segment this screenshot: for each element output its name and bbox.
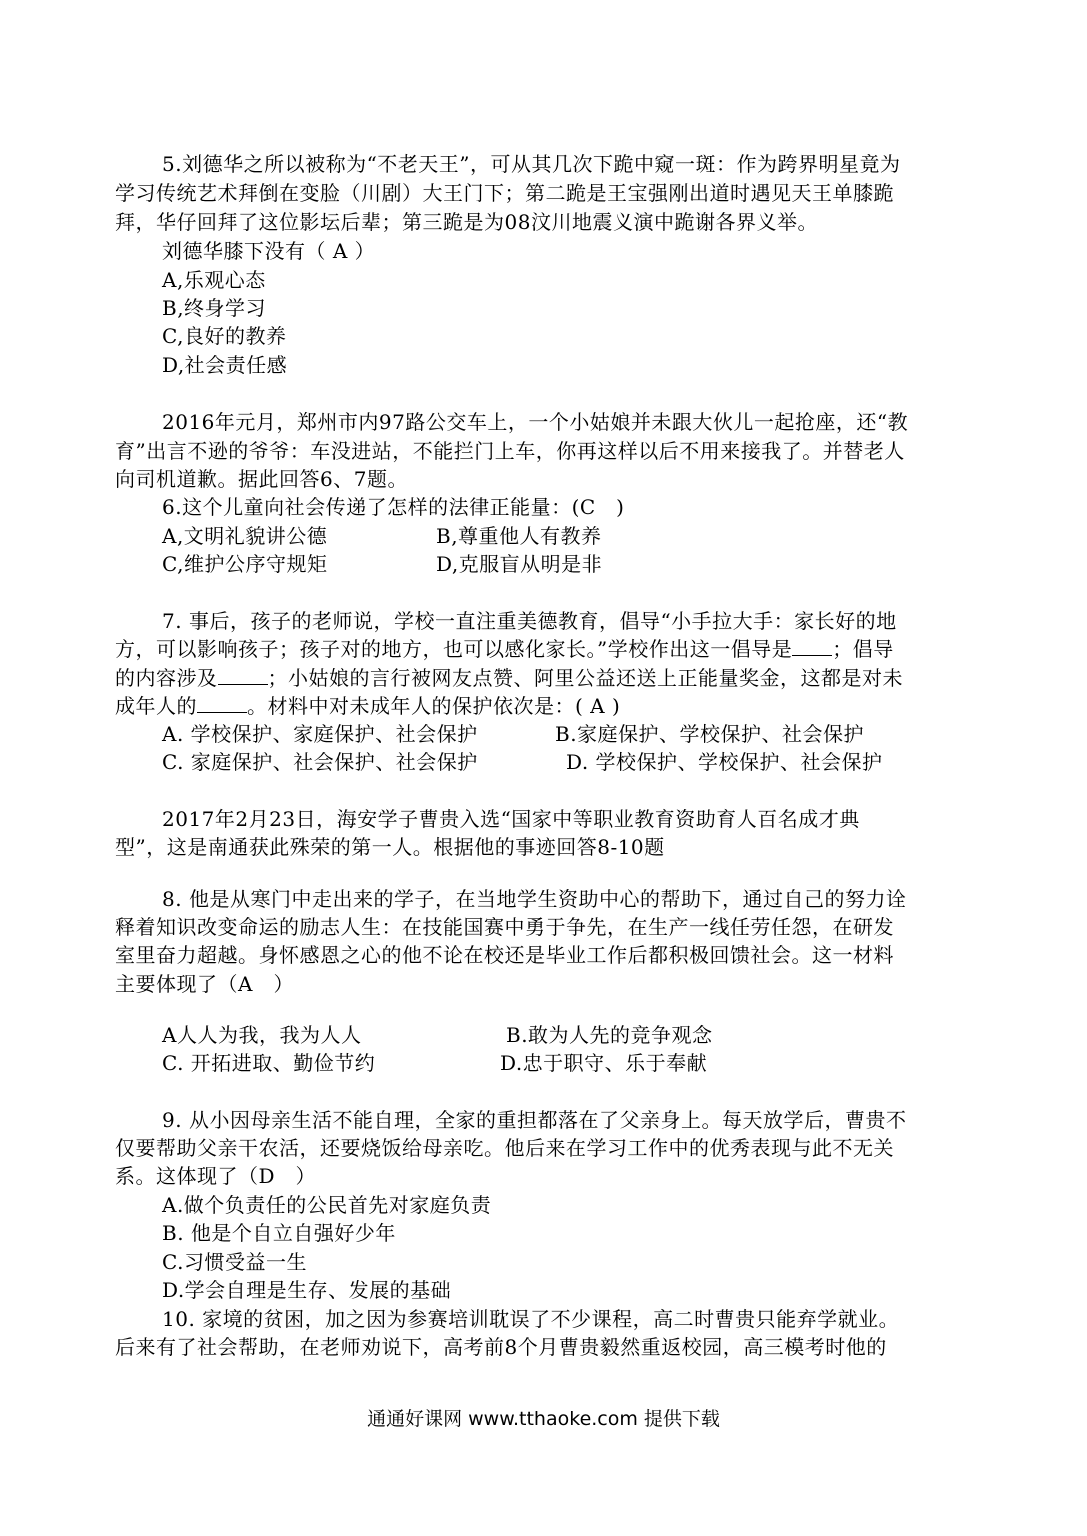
q6-option-a: A,文明礼貌讲公德 (162, 524, 328, 548)
q8-option-c: C. 开拓进取、勤俭节约 (162, 1051, 376, 1075)
q7-line-2-text: 方，可以影响孩子；孩子对的地方，也可以感化家长。”学校作出这一倡导是 (115, 637, 793, 661)
q9-option-b: B. 他是个自立自强好少年 (162, 1221, 396, 1245)
q7-line-3-text: 的内容涉及 (115, 666, 218, 690)
q8-option-d: D.忠于职守、乐于奉献 (500, 1051, 708, 1075)
q7-line-3-tail: ；小姑娘的言行被网友点赞、阿里公益还送上正能量奖金，这都是对未 (267, 666, 903, 690)
q5-option-c: C,良好的教养 (162, 324, 287, 348)
q7-line-4 (115, 692, 620, 720)
q5-stem: 刘德华膝下没有（ A ） (162, 239, 376, 263)
q10-line-2: 后来有了社会帮助，在老师劝说下，高考前8个月曹贵毅然重返校园，高三模考时他的 (115, 1335, 887, 1359)
q9-line-1: 9. 从小因母亲生活不能自理，全家的重担都落在了父亲身上。每天放学后，曹贵不 (162, 1108, 907, 1132)
q8-line-2: 释着知识改变命运的励志人生：在技能国赛中勇于争先，在生产一线任劳任怨，在研发 (115, 915, 894, 939)
q5-option-b: B,终身学习 (162, 296, 267, 320)
q7-line-2-tail: ；倡导 (832, 637, 894, 661)
q7-option-a: A. 学校保护、家庭保护、社会保护 (162, 722, 478, 746)
q7-line-1: 7. 事后，孩子的老师说，学校一直注重美德教育，倡导“小手拉大手：家长好的地 (162, 609, 897, 633)
q6-stem: 6.这个儿童向社会传递了怎样的法律正能量：(C ) (162, 495, 625, 519)
q10-line-1: 10. 家境的贫困，加之因为参赛培训耽误了不少课程，高二时曹贵只能弃学就业。 (162, 1307, 900, 1331)
q7-line-4-text: 成年人的 (115, 694, 197, 718)
q7-option-c: C. 家庭保护、社会保护、社会保护 (162, 750, 478, 774)
passage-6-7-line-3: 向司机道歉。据此回答6、7题。 (115, 467, 408, 491)
q5-line-2: 学习传统艺术拜倒在变脸（川剧）大王门下；第二跪是王宝强刚出道时遇见天王单膝跪 (115, 181, 894, 205)
q7-option-d: D. 学校保护、学校保护、社会保护 (566, 750, 883, 774)
q5-option-a: A,乐观心态 (162, 268, 266, 292)
q8-option-a: A人人为我，我为人人 (162, 1023, 362, 1047)
q6-option-b: B,尊重他人有教养 (436, 524, 602, 548)
q7-line-4-tail: 。材料中对未成年人的保护依次是：( A ) (247, 694, 621, 718)
passage-8-10-line-2: 型”，这是南通获此殊荣的第一人。根据他的事迹回答8-10题 (115, 835, 665, 859)
q9-option-d: D.学会自理是生存、发展的基础 (162, 1278, 452, 1302)
q7-blank-2 (218, 664, 268, 685)
page-footer: 通通好课网 www.tthaoke.com 提供下载 (367, 1408, 720, 1430)
q7-option-b: B.家庭保护、学校保护、社会保护 (555, 722, 865, 746)
q6-option-d: D,克服盲从明是非 (436, 552, 603, 576)
q8-line-4: 主要体现了（A ） (115, 972, 294, 996)
q7-blank-3 (197, 692, 247, 713)
passage-6-7-line-2: 育”出言不逊的爷爷：车没进站，不能拦门上车，你再这样以后不用来接我了。并替老人 (115, 439, 905, 463)
q9-line-2: 仅要帮助父亲干农活，还要烧饭给母亲吃。他后来在学习工作中的优秀表现与此不无关 (115, 1136, 894, 1160)
q7-blank-1 (792, 635, 832, 656)
passage-8-10-line-1: 2017年2月23日，海安学子曹贵入选“国家中等职业教育资助育人百名成才典 (162, 807, 860, 831)
q7-line-3 (115, 664, 903, 692)
q8-option-b: B.敢为人先的竞争观念 (506, 1023, 713, 1047)
q5-line-3: 拜，华仔回拜了这位影坛后辈；第三跪是为08汶川地震义演中跪谢各界义举。 (115, 210, 818, 234)
q8-line-1: 8. 他是从寒门中走出来的学子，在当地学生资助中心的帮助下，通过自己的努力诠 (162, 887, 907, 911)
q9-line-3: 系。这体现了（D ） (115, 1164, 317, 1188)
q7-line-2 (115, 635, 894, 663)
q5-option-d: D,社会责任感 (162, 353, 288, 377)
q8-line-3: 室里奋力超越。身怀感恩之心的他不论在校还是毕业工作后都积极回馈社会。这一材料 (115, 943, 894, 967)
q9-option-a: A.做个负责任的公民首先对家庭负责 (162, 1193, 492, 1217)
q6-option-c: C,维护公序守规矩 (162, 552, 328, 576)
passage-6-7-line-1: 2016年元月，郑州市内97路公交车上，一个小姑娘并未跟大伙儿一起抢座，还“教 (162, 410, 909, 434)
q9-option-c: C.习惯受益一生 (162, 1250, 307, 1274)
q5-line-1: 5.刘德华之所以被称为“不老天王”，可从其几次下跪中窥一斑：作为跨界明星竟为 (162, 152, 901, 176)
